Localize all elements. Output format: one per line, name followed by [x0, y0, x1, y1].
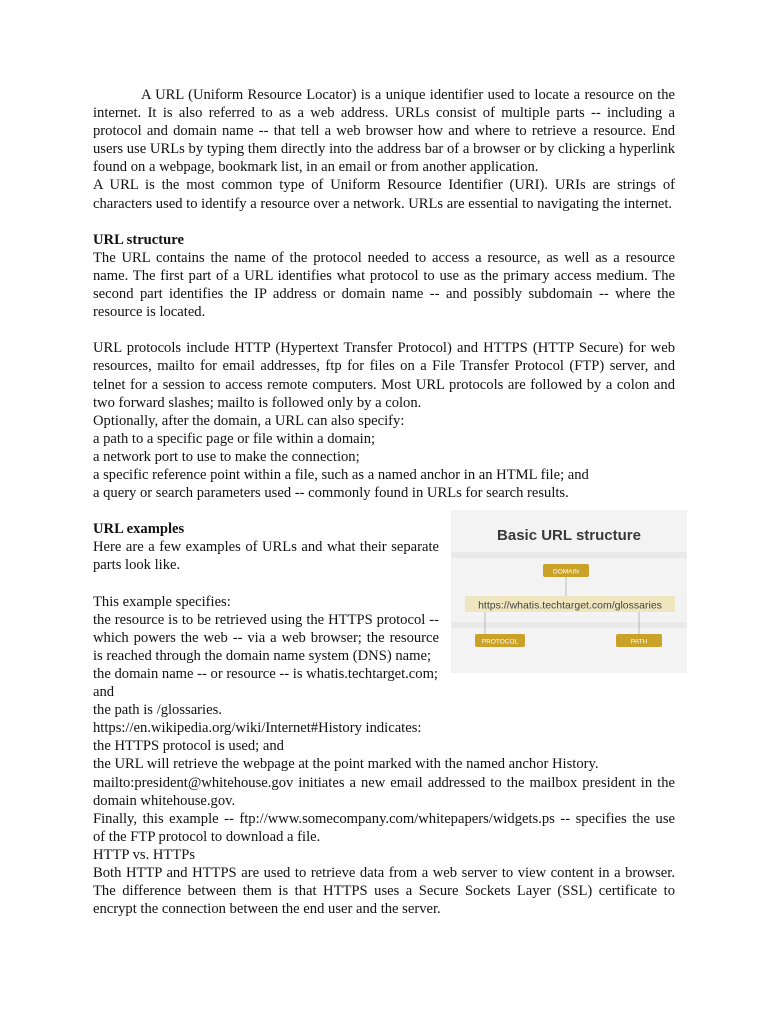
- domain-label: DOMAIN: [553, 568, 579, 576]
- example4-ftp: Finally, this example -- ftp://www.somecompany.com/whitepapers/widgets.ps -- specifies the use of the FTP protocol to download a file.: [93, 810, 675, 845]
- url-structure-heading: URL structure: [93, 231, 184, 248]
- example3-mailto: mailto:president@whitehouse.gov initiates a new email addressed to the mailbox president in the domain whitehouse.gov.: [93, 774, 675, 809]
- figure-url: https://whatis.techtarget.com/glossaries: [478, 599, 662, 612]
- example2-anchor: the URL will retrieve the webpage at the point marked with the named anchor History.: [93, 756, 599, 773]
- url-structure-paragraph: The URL contains the name of the protocol needed to access a resource, as well as a resource name. The first part of a URL identifies what protocol to use as the primary access medium. The second part identifies the IP address or domain name -- and possibly subdomain -- where the resource is located.: [93, 249, 675, 321]
- optional-item: a query or search parameters used -- commonly found in URLs for search results.: [93, 485, 569, 502]
- http-vs-https-paragraph: Both HTTP and HTTPS are used to retrieve data from a web server to view content in a browser. The difference between them is that HTTPS uses a Secure Sockets Layer (SSL) certificate to encrypt the connection between the end user and the server.: [93, 865, 675, 918]
- optional-item: a specific reference point within a file, such as a named anchor in an HTML file; and: [93, 466, 589, 483]
- document-page: [93, 86, 675, 918]
- examples-intro: Here are a few examples of URLs and what their separate parts look like.: [93, 539, 439, 574]
- example1-protocol: the resource is to be retrieved using the HTTPS protocol -- which powers the web -- via a web browser; the resource is reached through the domain name system (DNS) name;: [93, 611, 439, 664]
- example1-path: the path is /glossaries.: [93, 702, 222, 719]
- path-label: PATH: [630, 638, 648, 646]
- optional-item: a network port to use to make the connection;: [93, 448, 360, 465]
- basic-url-structure-figure: [451, 510, 687, 673]
- url-examples-heading: URL examples: [93, 521, 185, 538]
- example2-protocol: the HTTPS protocol is used; and: [93, 738, 284, 755]
- http-vs-https-heading: HTTP vs. HTTPs: [93, 846, 196, 863]
- optional-item: a path to a specific page or file within a domain;: [93, 430, 376, 447]
- example1-intro: This example specifies:: [93, 593, 231, 610]
- optional-intro: Optionally, after the domain, a URL can also specify:: [93, 412, 405, 429]
- url-protocols-paragraph: URL protocols include HTTP (Hypertext Transfer Protocol) and HTTPS (HTTP Secure) for web resources, mailto for email addresses, ftp for files on a File Transfer Protocol (FTP) server, and telnet for a session to access remote computers. Most URL protocols are followed by a colon and two forward slashes; mailto is followed only by a colon.: [93, 340, 675, 411]
- intro-paragraph: A URL (Uniform Resource Locator) is a unique identifier used to locate a resource on the internet. It is also referred to as a web address. URLs consist of multiple parts -- including a protocol and domain name -- that tell a web browser how and where to retrieve a resource. End users use URLs by typing them directly into the address bar of a browser or by clicking a hyperlink found on a webpage, bookmark list, in an email or from another application.: [93, 87, 675, 176]
- example1-domain: the domain name -- or resource -- is whatis.techtarget.com; and: [93, 666, 438, 701]
- example2-intro: https://en.wikipedia.org/wiki/Internet#History indicates:: [93, 720, 422, 737]
- protocol-label: PROTOCOL: [481, 638, 519, 646]
- uri-paragraph: A URL is the most common type of Uniform Resource Identifier (URI). URIs are strings of characters used to identify a resource over a network. URLs are essential to navigating the internet.: [93, 177, 675, 212]
- figure-title: Basic URL structure: [497, 527, 641, 545]
